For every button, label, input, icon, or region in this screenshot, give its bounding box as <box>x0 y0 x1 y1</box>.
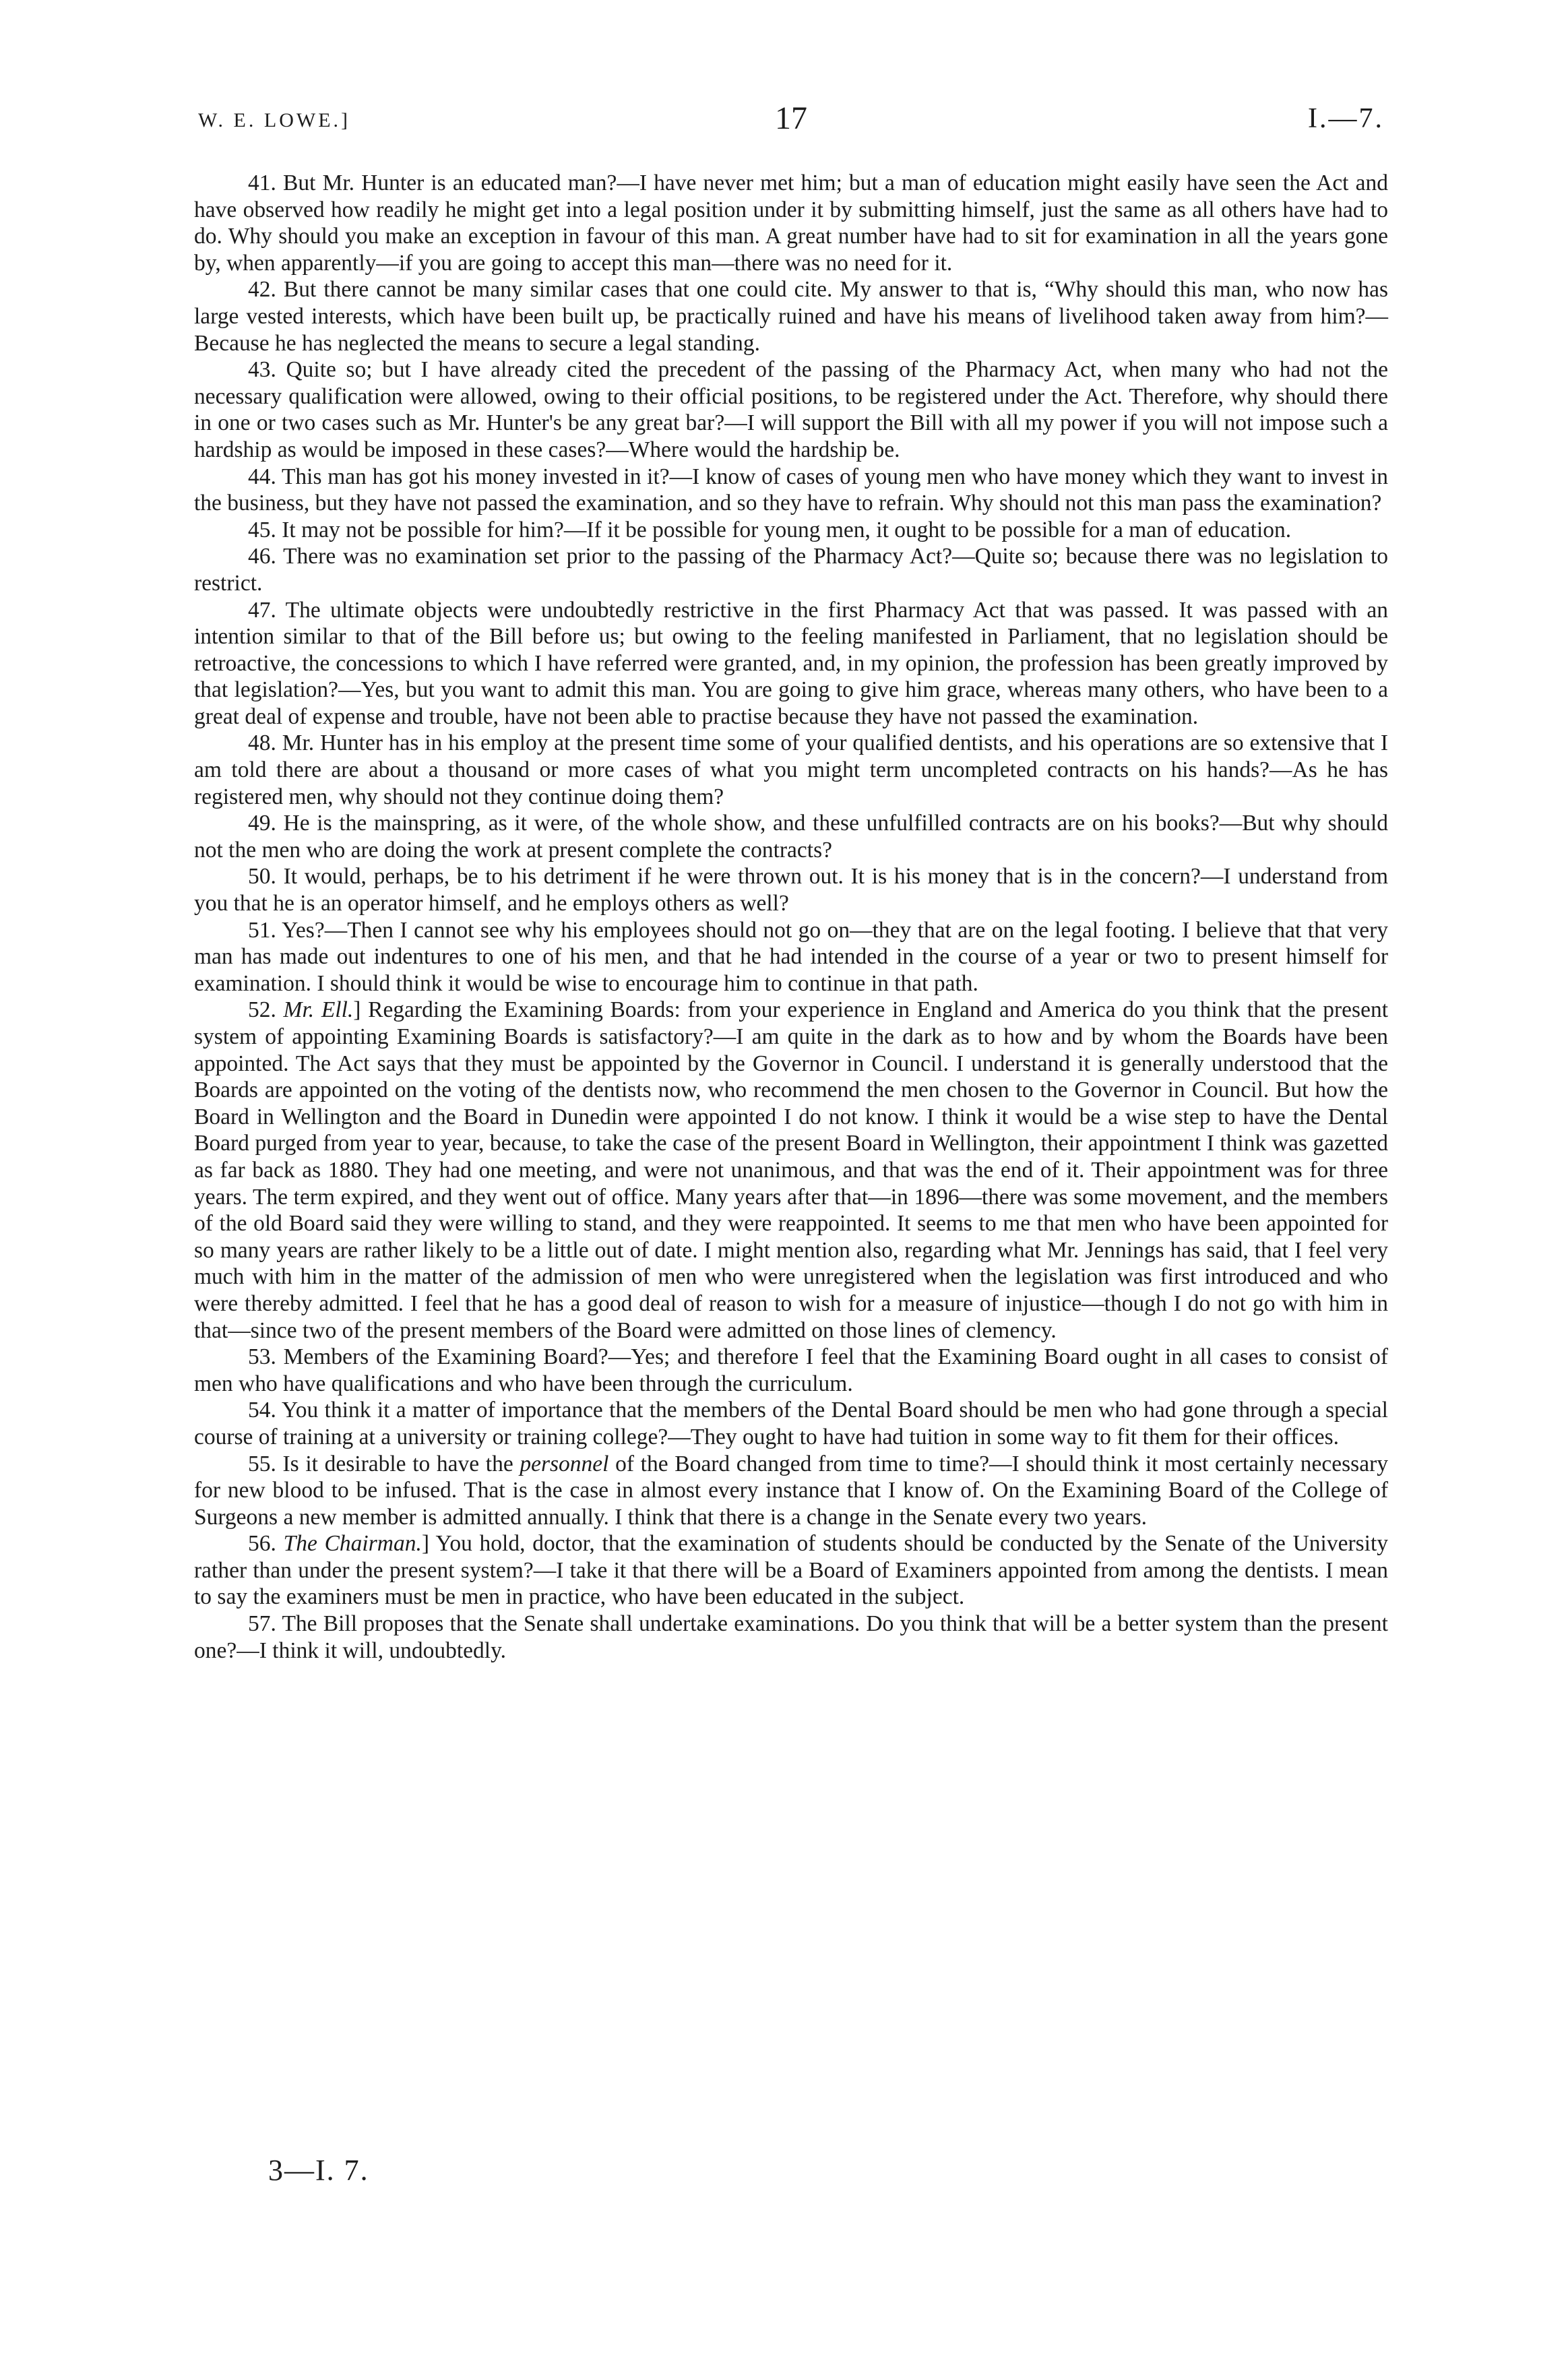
paragraph: 50. It would, perhaps, be to his detriment if he were thrown out. It is his money that is in the concern?—I understand from you that he is an operator himself, and he employs others as well? <box>194 864 1389 916</box>
paragraph: 48. Mr. Hunter has in his employ at the present time some of your qualified dentists, and his operations are so extensive that I am told there are about a thousand or more cases of what you might term uncompleted contracts on his hands?—As he has registered men, why should not they continue doing them? <box>194 730 1388 809</box>
paragraph: 56. The Chairman.] You hold, doctor, that the examination of students should be conducted by the Senate of the University rather than under the present system?—I take it that there will be a Board of Examiners appointed from among the dentists. I mean to say the examiners must be men in practice, who have been educated in the subject. <box>194 1531 1388 1610</box>
signature-mark: 3—I. 7. <box>268 2154 369 2187</box>
testimony-body <box>194 170 1388 1664</box>
paragraph: 43. Quite so; but I have already cited the precedent of the passing of the Pharmacy Act, when many who had not the necessary qualification were allowed, owing to their official positions, to be registered under the Act. Therefore, why should there in one or two cases such as Mr. Hunter's be any great bar?—I will support the Bill with all my power if you will not impose such a hardship as would be imposed in these cases?—Where would the hardship be. <box>194 357 1389 462</box>
header-paper-ref: I.—7. <box>1308 103 1384 134</box>
paragraph: 57. The Bill proposes that the Senate shall undertake examinations. Do you think that will be a better system than the present one?—I think it will, undoubtedly. <box>194 1611 1388 1663</box>
paragraph: 45. It may not be possible for him?—If it be possible for young men, it ought to be possible for a man of education. <box>248 517 1292 542</box>
speaker-name: Mr. Ell. <box>283 997 354 1023</box>
paragraph: 42. But there cannot be many similar cases that one could cite. My answer to that is, “Why should this man, who now has large vested interests, which have been built up, be practically ruined and have his means of livelihood taken away from him?—Because he has neglected the means to secure a legal standing. <box>194 277 1388 356</box>
paragraph: 51. Yes?—Then I cannot see why his employees should not go on—they that are on the legal footing. I believe that that very man has made out indentures to one of his men, and that he had intended in the course of a year or two to present himself for examination. I should think it would be wise to encourage him to continue in that path. <box>194 917 1388 996</box>
header-witness-name: W. E. LOWE.] <box>198 109 351 131</box>
paragraph: 55. Is it desirable to have the personnel of the Board changed from time to time?—I should think it most certainly necessary for new blood to be infused. That is the case in almost every instance that I know of. On the Examining Board of the College of Surgeons a new member is admitted annually. I think that there is a change in the Senate every two years. <box>194 1451 1388 1530</box>
page-number: 17 <box>775 100 807 136</box>
speaker-name: The Chairman. <box>283 1531 422 1557</box>
paragraph: 44. This man has got his money invested in it?—I know of cases of young men who have money which they want to invest in the business, but they have not passed the examination, and so they have to refrain. Why should not this man pass the examination? <box>194 464 1388 516</box>
paragraph: 46. There was no examination set prior to the passing of the Pharmacy Act?—Quite so; because there was no legislation to restrict. <box>194 544 1388 596</box>
paragraph: 53. Members of the Examining Board?—Yes; and therefore I feel that the Examining Board ought in all cases to consist of men who have qualifications and who have been through the curriculum. <box>194 1344 1388 1396</box>
paragraph: 54. You think it a matter of importance that the members of the Dental Board should be men who had gone through a special course of training at a university or training college?—They ought to have had tuition in some way to fit them for their offices. <box>194 1398 1388 1449</box>
page-header <box>198 100 1384 147</box>
paragraph: 41. But Mr. Hunter is an educated man?—I have never met him; but a man of education might easily have seen the Act and have observed how readily he might get into a legal position under it by submitting himself, just the same as all others have had to do. Why should you make an exception in favour of this man. A great number have had to sit for examination in all the years gone by, when apparently—if you are going to accept this man—there was no need for it. <box>194 170 1389 276</box>
paragraph: 49. He is the mainspring, as it were, of the whole show, and these unfulfilled contracts are on his books?—But why should not the men who are doing the work at present complete the contracts? <box>194 811 1388 863</box>
paragraph: 52. Mr. Ell.] Regarding the Examining Boards: from your experience in England and America do you think that the present system of appointing Examining Boards is satisfactory?—I am quite in the dark as to how and by whom the Boards have been appointed. The Act says that they must be appointed by the Governor in Council. I understand it is generally understood that the Boards are appointed on the voting of the dentists now, who recommend the men chosen to the Governor in Council. But how the Board in Wellington and the Board in Dunedin were appointed I do not know. I think it would be a wise step to have the Dental Board purged from year to year, because, to take the case of the present Board in Wellington, their appointment I think was gazetted as far back as 1880. They had one meeting, and were not unanimous, and that was the end of it. Their appointment was for three years. The term expired, and they went out of office. Many years after that—in 1896—there was some movement, and the members of the old Board said they were willing to stand, and they were reappointed. It seems to me that men who have been appointed for so many years are rather likely to be a little out of date. I might mention also, regarding what Mr. Jennings has said, that I feel very much with him in the matter of the admission of men who were unregistered when the legislation was first introduced and who were thereby admitted. I feel that he has a good deal of reason to wish for a measure of injustice—though I do not go with him in that—since two of the present members of the Board were admitted on those lines of clemency. <box>194 997 1389 1343</box>
paragraph: 47. The ultimate objects were undoubtedly restrictive in the first Pharmacy Act that was passed. It was passed with an intention similar to that of the Bill before us; but owing to the feeling manifested in Parliament, that no legislation should be retroactive, the concessions to which I have referred were granted, and, in my opinion, the profession has been greatly improved by that legislation?—Yes, but you want to admit this man. You are going to give him grace, whereas many others, who have been to a great deal of expense and trouble, have not been able to practise because they have not passed the examination. <box>194 597 1388 729</box>
